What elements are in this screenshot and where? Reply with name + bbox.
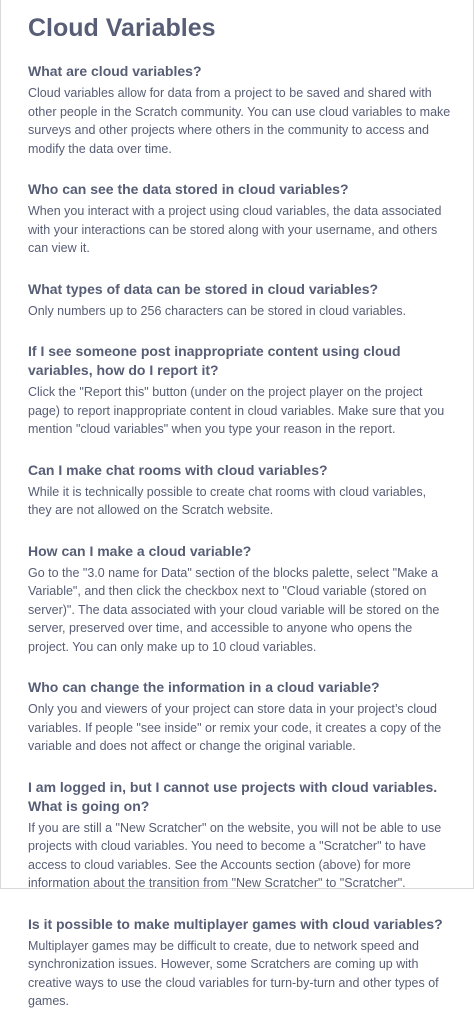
faq-item [28, 180, 453, 258]
faq-answer: Multiplayer games may be difficult to create, due to network speed and synchronization issues. However, some Scratchers are coming up with creative ways to use the cloud variables for turn-by-turn and other types of games. [28, 938, 439, 1008]
faq-answer: If you are still a "New Scratcher" on the website, you will not be able to use projects with cloud variables. You need to become a "Scratcher" to have access to cloud variables. See the Accounts section (above) for more information about the transition from "New Scratcher" to "Scratcher". [28, 820, 442, 890]
page-title: Cloud Variables [28, 14, 216, 42]
faq-question: Is it possible to make multiplayer games with cloud variables? [28, 915, 443, 932]
faq-answer: While it is technically possible to create chat rooms with cloud variables, they are not allowed on the Scratch website. [28, 484, 427, 517]
faq-item [28, 342, 453, 439]
faq-answer: Only you and viewers of your project can store data in your project’s cloud variables. If people "see inside" or remix your code, it creates a copy of the variable and does not affect or change the original variable. [28, 702, 442, 753]
faq-question: If I see someone post inappropriate content using cloud variables, how do I report it? [28, 343, 401, 378]
faq-answer: Only numbers up to 256 characters can be stored in cloud variables. [28, 303, 406, 318]
faq-list [28, 62, 453, 1011]
faq-answer: Cloud variables allow for data from a project to be saved and shared with other people in the Scratch community. You can use cloud variables to make surveys and other projects where others in the community to access and modify the data over time. [28, 86, 451, 156]
faq-item [28, 778, 453, 893]
faq-page [1, 0, 473, 1011]
faq-question: Can I make chat rooms with cloud variables? [28, 461, 328, 478]
faq-answer: Go to the "3.0 name for Data" section of the blocks palette, select "Make a Variable", and then click the checkbox next to "Cloud variable (stored on server)". The data associated with your cloud variable will be stored on the server, preserved over time, and accessible to anyone who opens the project. You can only make up to 10 cloud variables. [28, 565, 440, 654]
faq-question: I am logged in, but I cannot use projects with cloud variables. What is going on? [28, 778, 438, 814]
faq-item [28, 280, 453, 321]
faq-item [28, 542, 453, 657]
faq-item [28, 461, 453, 520]
faq-item [28, 62, 453, 158]
faq-question: How can I make a cloud variable? [28, 542, 252, 559]
faq-answer: When you interact with a project using cloud variables, the data associated with your interactions can be stored along with your username, and others can view it. [28, 204, 442, 255]
faq-question: What types of data can be stored in cloud variables? [28, 280, 379, 297]
faq-question: Who can see the data stored in cloud variables? [28, 181, 349, 197]
faq-item [28, 915, 453, 1011]
faq-question: What are cloud variables? [28, 63, 202, 79]
faq-item [28, 678, 453, 756]
faq-answer: Click the "Report this" button (under on the project player on the project page) to report inappropriate content in cloud variables. Make sure that you mention "cloud variables" when you type your reason in the report. [28, 385, 445, 436]
faq-question: Who can change the information in a cloud variable? [28, 679, 380, 695]
